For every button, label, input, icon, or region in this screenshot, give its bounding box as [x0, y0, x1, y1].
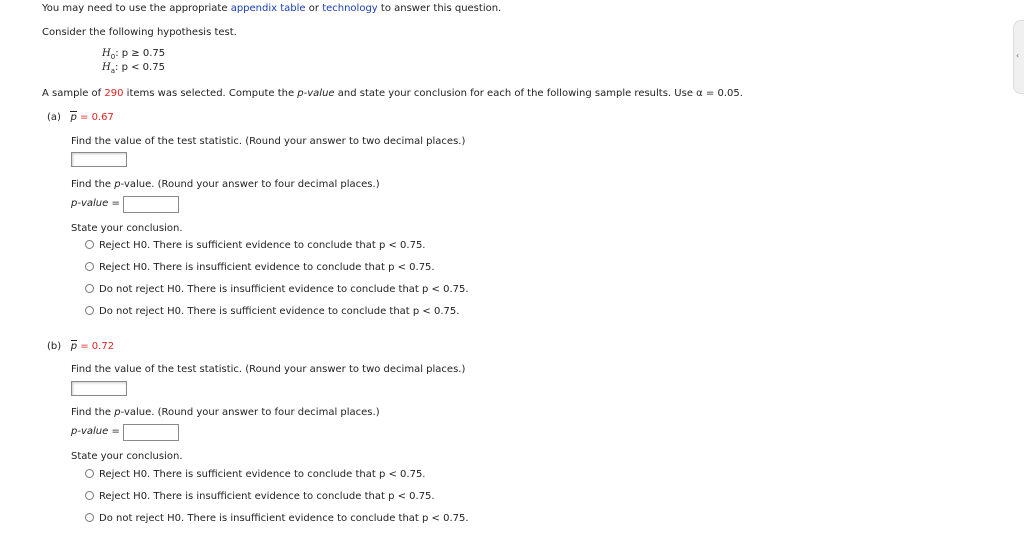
part-a-option-1[interactable]: Reject H0. There is sufficient evidence to conclude that p < 0.75.	[85, 240, 425, 251]
radio-button[interactable]	[85, 469, 94, 478]
intro-text: You may need to use the appropriate	[42, 3, 228, 14]
part-b-header: (b) p = 0.72	[47, 341, 115, 352]
part-b-p-value-input[interactable]	[123, 424, 179, 441]
part-a-stat-prompt: Find the value of the test statistic. (Round your answer to two decimal places.)	[71, 136, 466, 147]
intro-or: or	[308, 3, 319, 14]
part-b-p-prompt: Find the p-value. (Round your answer to four decimal places.)	[71, 407, 380, 418]
appendix-table-link[interactable]: appendix table	[230, 3, 306, 14]
intro-line	[42, 3, 501, 14]
part-a-test-statistic-input[interactable]	[71, 152, 127, 167]
part-b-option-2[interactable]: Reject H0. There is insufficient evidence to conclude that p < 0.75.	[85, 491, 435, 502]
sample-size: 290	[104, 88, 124, 99]
part-a-option-2[interactable]: Reject H0. There is insufficient evidence to conclude that p < 0.75.	[85, 262, 435, 273]
part-a-header: (a) p = 0.67	[47, 112, 114, 123]
chevron-left-icon: ‹	[1016, 51, 1020, 60]
radio-button[interactable]	[85, 240, 94, 249]
part-b-test-statistic-input[interactable]	[71, 381, 127, 396]
alternative-hypothesis: $H_a$: p < 0.75	[102, 62, 165, 75]
part-a-p-label: p-value =	[71, 198, 120, 209]
part-a-p-value-input[interactable]	[123, 196, 179, 213]
part-a-phat: = 0.67	[80, 112, 114, 123]
radio-button[interactable]	[85, 306, 94, 315]
sample-instructions: A sample of 290 items was selected. Compute the p-value and state your conclusion for each of the following sample results. Use α = 0.05.	[42, 88, 743, 99]
radio-button[interactable]	[85, 284, 94, 293]
part-a-conclusion-prompt: State your conclusion.	[71, 223, 183, 234]
side-panel-toggle[interactable]	[1013, 20, 1024, 94]
part-b-p-label: p-value =	[71, 426, 120, 437]
part-a-option-4[interactable]: Do not reject H0. There is sufficient evidence to conclude that p < 0.75.	[85, 306, 459, 317]
null-hypothesis: $H_0$: p ≥ 0.75	[102, 48, 166, 61]
radio-button[interactable]	[85, 513, 94, 522]
technology-link[interactable]: technology	[322, 3, 378, 14]
part-a-option-3[interactable]: Do not reject H0. There is insufficient evidence to conclude that p < 0.75.	[85, 284, 469, 295]
part-b-option-1[interactable]: Reject H0. There is sufficient evidence to conclude that p < 0.75.	[85, 469, 425, 480]
part-b-phat: = 0.72	[80, 341, 115, 352]
part-b-stat-prompt: Find the value of the test statistic. (Round your answer to two decimal places.)	[71, 364, 466, 375]
part-a-p-prompt: Find the p-value. (Round your answer to four decimal places.)	[71, 179, 380, 190]
part-b-conclusion-prompt: State your conclusion.	[71, 451, 183, 462]
consider-text: Consider the following hypothesis test.	[42, 27, 237, 38]
radio-button[interactable]	[85, 491, 94, 500]
radio-button[interactable]	[85, 262, 94, 271]
part-b-option-3[interactable]: Do not reject H0. There is insufficient evidence to conclude that p < 0.75.	[85, 513, 469, 524]
intro-text-after: to answer this question.	[380, 3, 502, 14]
